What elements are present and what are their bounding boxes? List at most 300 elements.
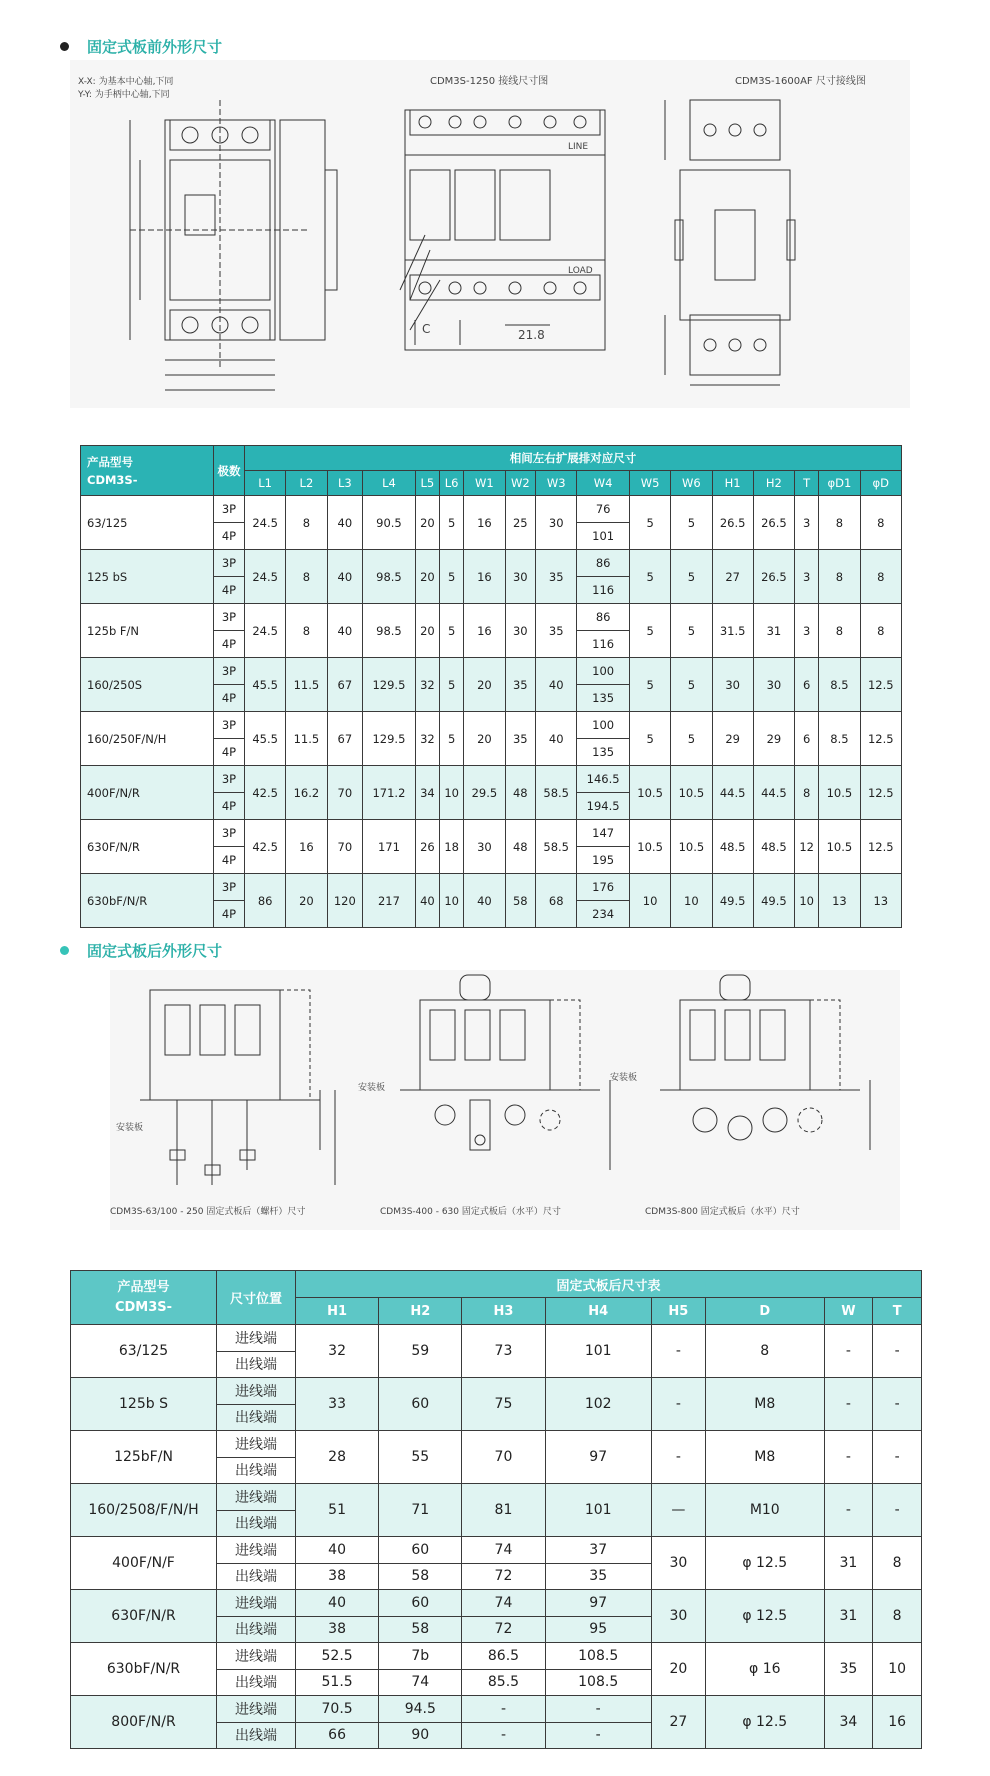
position-cell: 出线端 xyxy=(217,1669,296,1696)
value-cell: 20 xyxy=(464,712,505,766)
value-cell: 51 xyxy=(296,1484,379,1537)
value-cell: 100 xyxy=(577,658,630,685)
value-cell: - xyxy=(545,1722,651,1749)
value-cell: - xyxy=(873,1378,922,1431)
legend-x: X-X: 为基本中心轴,下同 xyxy=(78,77,174,87)
section-title-rear xyxy=(60,940,222,961)
value-cell: 31 xyxy=(753,604,794,658)
pole-cell: 3P xyxy=(214,550,245,577)
value-cell: - xyxy=(824,1378,873,1431)
value-cell: 16 xyxy=(464,604,505,658)
value-cell: - xyxy=(462,1722,545,1749)
value-cell: 32 xyxy=(415,658,439,712)
value-cell: 29 xyxy=(753,712,794,766)
value-cell: 217 xyxy=(363,874,416,928)
header-model: 产品型号 CDM3S- xyxy=(71,1271,217,1325)
front-dimension-drawing xyxy=(70,60,910,408)
position-cell: 出线端 xyxy=(217,1722,296,1749)
model-cell: 63/125 xyxy=(71,1325,217,1378)
value-cell: 85.5 xyxy=(462,1669,545,1696)
value-cell: 24.5 xyxy=(245,604,286,658)
section-title-rear-text: 固定式板后外形尺寸 xyxy=(87,942,223,960)
value-cell: 7b xyxy=(379,1643,462,1670)
value-cell: 5 xyxy=(629,658,670,712)
value-cell: 8 xyxy=(860,604,901,658)
value-cell: 16 xyxy=(464,496,505,550)
value-cell: 35 xyxy=(545,1563,651,1590)
value-cell: 30 xyxy=(464,820,505,874)
value-cell: 10 xyxy=(671,874,712,928)
value-cell: 72 xyxy=(462,1616,545,1643)
value-cell: 40 xyxy=(536,712,577,766)
value-cell: 195 xyxy=(577,847,630,874)
value-cell: 44.5 xyxy=(753,766,794,820)
col-header-14: T xyxy=(795,471,819,496)
table-row xyxy=(71,1484,922,1511)
value-cell: 81 xyxy=(462,1484,545,1537)
value-cell: 10 xyxy=(629,874,670,928)
col-header-5: L6 xyxy=(440,471,464,496)
value-cell: 20 xyxy=(415,550,439,604)
col-header-8: W3 xyxy=(536,471,577,496)
value-cell: 60 xyxy=(379,1537,462,1564)
value-cell: 90.5 xyxy=(363,496,416,550)
model-cell: 63/125 xyxy=(81,496,214,550)
value-cell: 6 xyxy=(795,712,819,766)
value-cell: 49.5 xyxy=(712,874,753,928)
value-cell: φ 16 xyxy=(705,1643,824,1696)
pole-cell: 4P xyxy=(214,523,245,550)
value-cell: - xyxy=(545,1696,651,1723)
value-cell: 58 xyxy=(379,1563,462,1590)
header-model: 产品型号 CDM3S- xyxy=(81,446,214,496)
value-cell: 100 xyxy=(577,712,630,739)
value-cell: 28 xyxy=(296,1431,379,1484)
value-cell: 49.5 xyxy=(753,874,794,928)
value-cell: - xyxy=(824,1431,873,1484)
value-cell: - xyxy=(651,1431,705,1484)
table-row xyxy=(81,496,902,523)
col-header-2: L3 xyxy=(327,471,363,496)
value-cell: 30 xyxy=(712,658,753,712)
value-cell: 30 xyxy=(505,604,536,658)
pole-cell: 4P xyxy=(214,847,245,874)
value-cell: 8 xyxy=(705,1325,824,1378)
value-cell: 42.5 xyxy=(245,820,286,874)
value-cell: 98.5 xyxy=(363,550,416,604)
value-cell: 74 xyxy=(379,1669,462,1696)
value-cell: 59 xyxy=(379,1325,462,1378)
header-group: 固定式板后尺寸表 xyxy=(296,1271,922,1298)
model-cell: 400F/N/F xyxy=(71,1537,217,1590)
title-1250: CDM3S-1250 接线尺寸图 xyxy=(430,76,549,87)
value-cell: 5 xyxy=(440,658,464,712)
value-cell: M8 xyxy=(705,1431,824,1484)
pole-cell: 4P xyxy=(214,739,245,766)
front-dimension-table xyxy=(80,445,902,928)
col-header-7: W2 xyxy=(505,471,536,496)
value-cell: 20 xyxy=(415,604,439,658)
pole-cell: 3P xyxy=(214,658,245,685)
col-header-9: W4 xyxy=(577,471,630,496)
value-cell: 10 xyxy=(440,874,464,928)
value-cell: 5 xyxy=(629,712,670,766)
value-cell: 171 xyxy=(363,820,416,874)
value-cell: 31 xyxy=(824,1590,873,1643)
table-row xyxy=(71,1431,922,1458)
value-cell: 48.5 xyxy=(712,820,753,874)
value-cell: 67 xyxy=(327,712,363,766)
value-cell: 35 xyxy=(536,604,577,658)
value-cell: 13 xyxy=(819,874,860,928)
table-row xyxy=(81,658,902,685)
col-header-1: L2 xyxy=(286,471,327,496)
value-cell: 74 xyxy=(462,1537,545,1564)
value-cell: 98.5 xyxy=(363,604,416,658)
value-cell: 29 xyxy=(712,712,753,766)
value-cell: 30 xyxy=(651,1537,705,1590)
value-cell: 8 xyxy=(819,604,860,658)
value-cell: 31 xyxy=(824,1537,873,1590)
pole-cell: 3P xyxy=(214,496,245,523)
rear-dimension-table xyxy=(70,1270,922,1749)
value-cell: 26.5 xyxy=(753,496,794,550)
col-header-4: H5 xyxy=(651,1298,705,1325)
title-1600: CDM3S-1600AF 尺寸接线图 xyxy=(735,76,866,87)
value-cell: 5 xyxy=(671,496,712,550)
value-cell: 58 xyxy=(505,874,536,928)
value-cell: 8 xyxy=(860,550,901,604)
value-cell: 13 xyxy=(860,874,901,928)
model-cell: 630F/N/R xyxy=(71,1590,217,1643)
value-cell: 20 xyxy=(464,658,505,712)
section-title-front xyxy=(60,36,222,57)
pole-cell: 3P xyxy=(214,712,245,739)
value-cell: 35 xyxy=(505,712,536,766)
value-cell: 70 xyxy=(327,766,363,820)
value-cell: 8 xyxy=(819,550,860,604)
value-cell: - xyxy=(824,1484,873,1537)
value-cell: 31.5 xyxy=(712,604,753,658)
value-cell: 26 xyxy=(415,820,439,874)
value-cell: 74 xyxy=(462,1590,545,1617)
value-cell: 6 xyxy=(795,658,819,712)
value-cell: 45.5 xyxy=(245,712,286,766)
value-cell: 40 xyxy=(327,604,363,658)
value-cell: 8 xyxy=(819,496,860,550)
value-cell: 10 xyxy=(873,1643,922,1696)
col-header-7: T xyxy=(873,1298,922,1325)
model-cell: 160/2508/F/N/H xyxy=(71,1484,217,1537)
value-cell: 86 xyxy=(577,604,630,631)
label-plate-3: 安装板 xyxy=(610,1073,638,1083)
value-cell: 5 xyxy=(671,712,712,766)
value-cell: 129.5 xyxy=(363,658,416,712)
value-cell: 35 xyxy=(505,658,536,712)
value-cell: 73 xyxy=(462,1325,545,1378)
col-header-12: H1 xyxy=(712,471,753,496)
caption-400-630: CDM3S-400 - 630 固定式板后（水平）尺寸 xyxy=(380,1207,561,1217)
value-cell: 5 xyxy=(629,550,670,604)
value-cell: 58 xyxy=(379,1616,462,1643)
position-cell: 出线端 xyxy=(217,1616,296,1643)
label-plate-1: 安装板 xyxy=(116,1123,144,1133)
table-row xyxy=(81,550,902,577)
model-cell: 630F/N/R xyxy=(81,820,214,874)
col-header-1: H2 xyxy=(379,1298,462,1325)
value-cell: 94.5 xyxy=(379,1696,462,1723)
value-cell: 20 xyxy=(286,874,327,928)
position-cell: 出线端 xyxy=(217,1563,296,1590)
value-cell: 5 xyxy=(671,604,712,658)
value-cell: φ 12.5 xyxy=(705,1696,824,1749)
rear-dimension-drawing xyxy=(110,970,900,1230)
value-cell: 10.5 xyxy=(629,766,670,820)
value-cell: 30 xyxy=(505,550,536,604)
table-row xyxy=(71,1325,922,1352)
model-cell: 125bF/N xyxy=(71,1431,217,1484)
value-cell: 12.5 xyxy=(860,766,901,820)
value-cell: 101 xyxy=(545,1484,651,1537)
value-cell: 32 xyxy=(415,712,439,766)
value-cell: 5 xyxy=(671,658,712,712)
value-cell: 55 xyxy=(379,1431,462,1484)
position-cell: 进线端 xyxy=(217,1325,296,1352)
bullet-icon xyxy=(60,946,69,955)
value-cell: 71 xyxy=(379,1484,462,1537)
value-cell: 34 xyxy=(824,1696,873,1749)
value-cell: 30 xyxy=(753,658,794,712)
value-cell: - xyxy=(873,1325,922,1378)
value-cell: 72 xyxy=(462,1563,545,1590)
caption-stud: CDM3S-63/100 - 250 固定式板后（螺杆）尺寸 xyxy=(110,1207,306,1217)
value-cell: 95 xyxy=(545,1616,651,1643)
value-cell: 5 xyxy=(440,550,464,604)
col-header-13: H2 xyxy=(753,471,794,496)
label-21-8: 21.8 xyxy=(518,328,545,342)
value-cell: 18 xyxy=(440,820,464,874)
header-group: 相间左右扩展排对应尺寸 xyxy=(245,446,902,471)
col-header-6: W xyxy=(824,1298,873,1325)
value-cell: 8 xyxy=(860,496,901,550)
value-cell: 3 xyxy=(795,496,819,550)
label-line: LINE xyxy=(568,142,589,152)
col-header-6: W1 xyxy=(464,471,505,496)
value-cell: 48 xyxy=(505,766,536,820)
value-cell: 5 xyxy=(440,712,464,766)
value-cell: 40 xyxy=(296,1537,379,1564)
value-cell: 3 xyxy=(795,550,819,604)
value-cell: 5 xyxy=(629,604,670,658)
value-cell: 147 xyxy=(577,820,630,847)
value-cell: φ 12.5 xyxy=(705,1590,824,1643)
pole-cell: 4P xyxy=(214,577,245,604)
value-cell: 176 xyxy=(577,874,630,901)
value-cell: 26.5 xyxy=(753,550,794,604)
value-cell: 42.5 xyxy=(245,766,286,820)
table-row xyxy=(81,820,902,847)
value-cell: 40 xyxy=(464,874,505,928)
value-cell: 58.5 xyxy=(536,820,577,874)
label-c: C xyxy=(422,322,431,336)
position-cell: 进线端 xyxy=(217,1590,296,1617)
model-cell: 800F/N/R xyxy=(71,1696,217,1749)
col-header-3: H4 xyxy=(545,1298,651,1325)
value-cell: 48 xyxy=(505,820,536,874)
value-cell: 52.5 xyxy=(296,1643,379,1670)
value-cell: 35 xyxy=(536,550,577,604)
value-cell: 8 xyxy=(873,1590,922,1643)
position-cell: 进线端 xyxy=(217,1696,296,1723)
pole-cell: 3P xyxy=(214,604,245,631)
value-cell: 40 xyxy=(296,1590,379,1617)
value-cell: 10.5 xyxy=(671,766,712,820)
header-poles: 极数 xyxy=(214,446,245,496)
col-header-10: W5 xyxy=(629,471,670,496)
position-cell: 进线端 xyxy=(217,1537,296,1564)
position-cell: 出线端 xyxy=(217,1404,296,1431)
position-cell: 出线端 xyxy=(217,1457,296,1484)
model-cell: 125b F/N xyxy=(81,604,214,658)
col-header-5: D xyxy=(705,1298,824,1325)
value-cell: 16 xyxy=(286,820,327,874)
value-cell: 20 xyxy=(651,1643,705,1696)
model-cell: 630bF/N/R xyxy=(81,874,214,928)
col-header-4: L5 xyxy=(415,471,439,496)
value-cell: 5 xyxy=(440,604,464,658)
col-header-0: L1 xyxy=(245,471,286,496)
value-cell: 27 xyxy=(712,550,753,604)
value-cell: 12.5 xyxy=(860,712,901,766)
value-cell: 102 xyxy=(545,1378,651,1431)
value-cell: - xyxy=(651,1325,705,1378)
label-load: LOAD xyxy=(568,266,593,276)
value-cell: 16 xyxy=(873,1696,922,1749)
value-cell: 30 xyxy=(536,496,577,550)
value-cell: 10.5 xyxy=(819,820,860,874)
pole-cell: 3P xyxy=(214,820,245,847)
col-header-0: H1 xyxy=(296,1298,379,1325)
value-cell: 40 xyxy=(327,496,363,550)
value-cell: 66 xyxy=(296,1722,379,1749)
table-row xyxy=(81,766,902,793)
value-cell: - xyxy=(462,1696,545,1723)
value-cell: 108.5 xyxy=(545,1643,651,1670)
model-cell: 630bF/N/R xyxy=(71,1643,217,1696)
label-plate-2: 安装板 xyxy=(358,1083,386,1093)
value-cell: 8 xyxy=(286,550,327,604)
header-position: 尺寸位置 xyxy=(217,1271,296,1325)
value-cell: 25 xyxy=(505,496,536,550)
value-cell: 40 xyxy=(536,658,577,712)
rear-drawings-svg xyxy=(110,970,900,1230)
value-cell: φ 12.5 xyxy=(705,1537,824,1590)
value-cell: 101 xyxy=(545,1325,651,1378)
value-cell: — xyxy=(651,1484,705,1537)
value-cell: 38 xyxy=(296,1616,379,1643)
section-title-front-text: 固定式板前外形尺寸 xyxy=(87,38,223,56)
value-cell: 70.5 xyxy=(296,1696,379,1723)
value-cell: 70 xyxy=(462,1431,545,1484)
value-cell: 40 xyxy=(415,874,439,928)
model-cell: 125 bS xyxy=(81,550,214,604)
position-cell: 进线端 xyxy=(217,1484,296,1511)
model-cell: 160/250F/N/H xyxy=(81,712,214,766)
value-cell: 86 xyxy=(577,550,630,577)
value-cell: 8 xyxy=(286,496,327,550)
table-row xyxy=(81,604,902,631)
caption-800: CDM3S-800 固定式板后（水平）尺寸 xyxy=(645,1207,800,1217)
value-cell: 27 xyxy=(651,1696,705,1749)
position-cell: 进线端 xyxy=(217,1643,296,1670)
col-header-2: H3 xyxy=(462,1298,545,1325)
col-header-15: φD1 xyxy=(819,471,860,496)
value-cell: 86.5 xyxy=(462,1643,545,1670)
position-cell: 进线端 xyxy=(217,1431,296,1458)
value-cell: - xyxy=(873,1484,922,1537)
value-cell: 86 xyxy=(245,874,286,928)
value-cell: 60 xyxy=(379,1378,462,1431)
table-row xyxy=(71,1696,922,1723)
value-cell: 10 xyxy=(795,874,819,928)
value-cell: 120 xyxy=(327,874,363,928)
col-header-3: L4 xyxy=(363,471,416,496)
value-cell: 8 xyxy=(795,766,819,820)
value-cell: 20 xyxy=(415,496,439,550)
table-row xyxy=(71,1643,922,1670)
value-cell: 8.5 xyxy=(819,712,860,766)
value-cell: M10 xyxy=(705,1484,824,1537)
value-cell: 26.5 xyxy=(712,496,753,550)
value-cell: 30 xyxy=(651,1590,705,1643)
col-header-16: φD xyxy=(860,471,901,496)
value-cell: 70 xyxy=(327,820,363,874)
value-cell: 44.5 xyxy=(712,766,753,820)
legend-y: Y-Y: 为手柄中心轴,下同 xyxy=(78,90,170,100)
value-cell: 5 xyxy=(671,550,712,604)
table-row xyxy=(71,1537,922,1564)
value-cell: - xyxy=(824,1325,873,1378)
value-cell: - xyxy=(873,1431,922,1484)
value-cell: 5 xyxy=(440,496,464,550)
value-cell: 40 xyxy=(327,550,363,604)
value-cell: 76 xyxy=(577,496,630,523)
value-cell: 8 xyxy=(873,1537,922,1590)
value-cell: 34 xyxy=(415,766,439,820)
value-cell: 10.5 xyxy=(671,820,712,874)
value-cell: 116 xyxy=(577,577,630,604)
pole-cell: 4P xyxy=(214,685,245,712)
model-cell: 125b S xyxy=(71,1378,217,1431)
value-cell: 75 xyxy=(462,1378,545,1431)
col-header-11: W6 xyxy=(671,471,712,496)
value-cell: 12.5 xyxy=(860,658,901,712)
value-cell: 10.5 xyxy=(629,820,670,874)
front-drawings-svg xyxy=(70,60,910,408)
position-cell: 进线端 xyxy=(217,1378,296,1405)
value-cell: 60 xyxy=(379,1590,462,1617)
value-cell: 38 xyxy=(296,1563,379,1590)
value-cell: 234 xyxy=(577,901,630,928)
value-cell: 8.5 xyxy=(819,658,860,712)
value-cell: 3 xyxy=(795,604,819,658)
value-cell: 108.5 xyxy=(545,1669,651,1696)
value-cell: 10 xyxy=(440,766,464,820)
model-cell: 160/250S xyxy=(81,658,214,712)
pole-cell: 3P xyxy=(214,874,245,901)
value-cell: 24.5 xyxy=(245,496,286,550)
value-cell: 16.2 xyxy=(286,766,327,820)
